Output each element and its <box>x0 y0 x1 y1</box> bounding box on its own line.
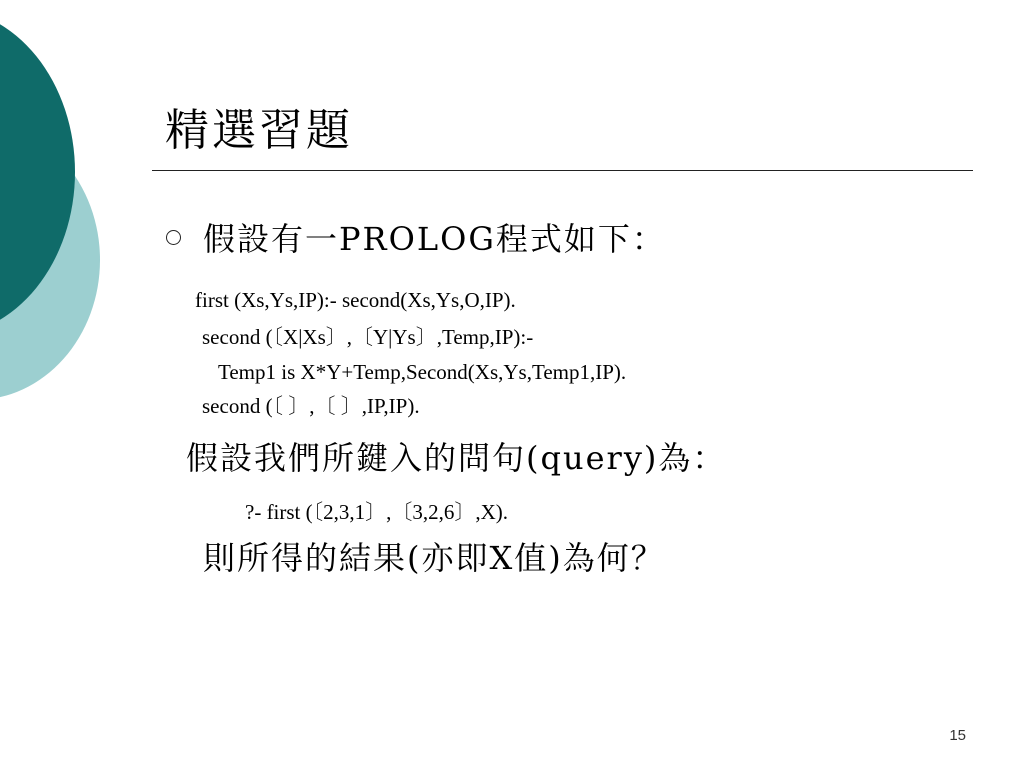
code-line-2: second (〔X|Xs〕,〔Y|Ys〕,Temp,IP):- <box>202 325 534 349</box>
code-line-3: Temp1 is X*Y+Temp,Second(Xs,Ys,Temp1,IP). <box>218 360 627 384</box>
code-line-1: first (Xs,Ys,IP):- second(Xs,Ys,O,IP). <box>195 288 516 312</box>
query-intro-text: 假設我們所鍵入的問句(query)為： <box>186 439 727 477</box>
question-text: 則所得的結果(亦即X值)為何？ <box>203 539 665 577</box>
slide-title: 精選習題 <box>165 105 353 156</box>
hollow-circle-bullet-icon <box>166 230 181 245</box>
title-divider <box>152 170 973 171</box>
bullet-text: 假設有一PROLOG程式如下： <box>203 220 666 258</box>
query-code: ?- first (〔2,3,1〕,〔3,2,6〕,X). <box>245 500 509 524</box>
page-number: 15 <box>949 727 966 744</box>
code-line-4: second (〔 〕,〔 〕,IP,IP). <box>202 394 420 418</box>
